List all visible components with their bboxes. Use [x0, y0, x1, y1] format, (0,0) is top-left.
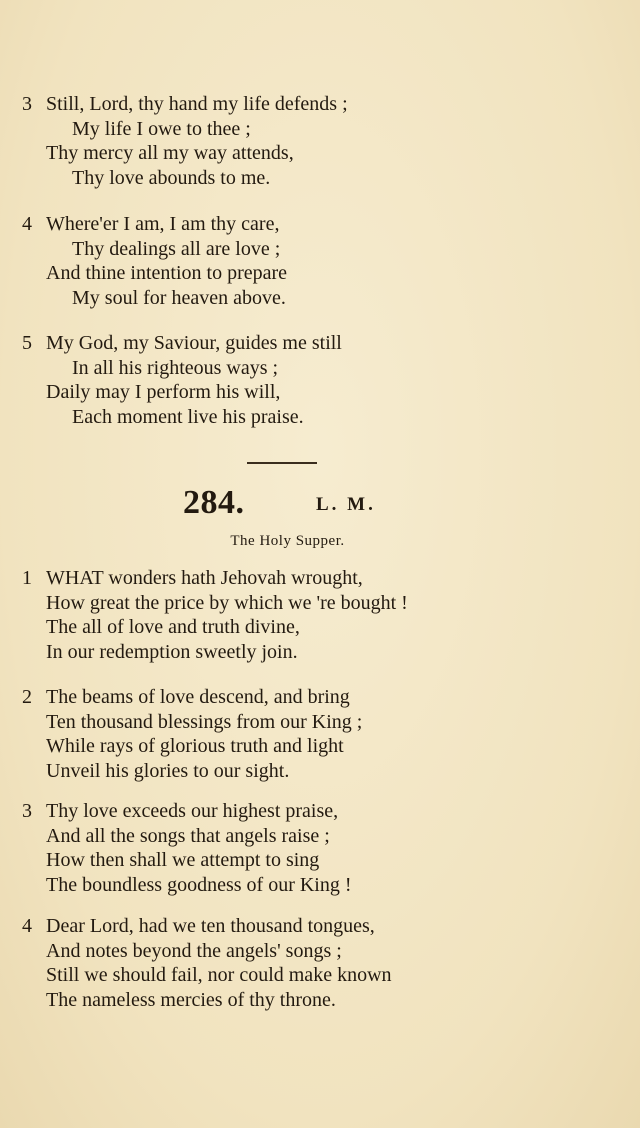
verse-line: My life I owe to thee ;: [72, 117, 251, 140]
verse-line: In our redemption sweetly join.: [46, 640, 298, 663]
verse-line: The nameless mercies of thy throne.: [46, 988, 336, 1011]
verse-line: Thy love abounds to me.: [72, 166, 271, 189]
verse-1: [22, 566, 622, 664]
verse-number: 2: [22, 686, 32, 708]
verse-line: Unveil his glories to our sight.: [46, 759, 290, 782]
verse-line: WHAT wonders hath Jehovah wrought,: [46, 567, 363, 589]
hymn-number: 284.: [183, 484, 245, 521]
verse-number: 4: [22, 213, 32, 235]
verse-number: 5: [22, 332, 32, 354]
verse-line: How then shall we attempt to sing: [46, 849, 320, 871]
verse-line: The all of love and truth divine,: [46, 616, 300, 638]
verse-line: My soul for heaven above.: [72, 286, 286, 309]
verse-5-top: [22, 331, 622, 429]
verse-line: How great the price by which we 're bought !: [46, 591, 408, 614]
verse-line: My God, my Saviour, guides me still: [46, 332, 342, 354]
verse-line: Where'er I am, I am thy care,: [46, 213, 280, 235]
verse-line: And thine intention to prepare: [46, 262, 288, 284]
verse-line: Still we should fail, nor could make known: [46, 964, 392, 986]
verse-line: Each moment live his praise.: [72, 405, 304, 428]
verse-line: Thy dealings all are love ;: [72, 237, 281, 260]
verse-number: 4: [22, 915, 32, 937]
verse-2: [22, 685, 622, 783]
verse-number: 1: [22, 567, 32, 589]
verse-line: While rays of glorious truth and light: [46, 735, 344, 757]
verse-line: Thy mercy all my way attends,: [46, 142, 294, 164]
verse-line: And all the songs that angels raise ;: [46, 824, 330, 847]
verse-3: [22, 799, 622, 897]
verse-line: Dear Lord, had we ten thousand tongues,: [46, 915, 375, 937]
hymn-meter: L. M.: [316, 494, 376, 515]
verse-line: Thy love exceeds our highest praise,: [46, 800, 339, 822]
verse-4: [22, 914, 622, 1012]
hymn-header: [0, 484, 640, 528]
verse-number: 3: [22, 800, 32, 822]
verse-line: Still, Lord, thy hand my life defends ;: [46, 93, 348, 115]
verse-number: 3: [22, 93, 32, 115]
verse-4-top: [22, 212, 622, 310]
verse-line: And notes beyond the angels' songs ;: [46, 939, 342, 962]
verse-line: In all his righteous ways ;: [72, 356, 279, 379]
section-divider: [247, 462, 317, 464]
verse-line: The boundless goodness of our King !: [46, 873, 352, 896]
verse-line: Daily may I perform his will,: [46, 381, 281, 403]
hymn-subtitle: The Holy Supper.: [230, 533, 345, 549]
verse-3-top: [22, 92, 622, 190]
verse-line: The beams of love descend, and bring: [46, 686, 350, 708]
verse-line: Ten thousand blessings from our King ;: [46, 710, 363, 733]
